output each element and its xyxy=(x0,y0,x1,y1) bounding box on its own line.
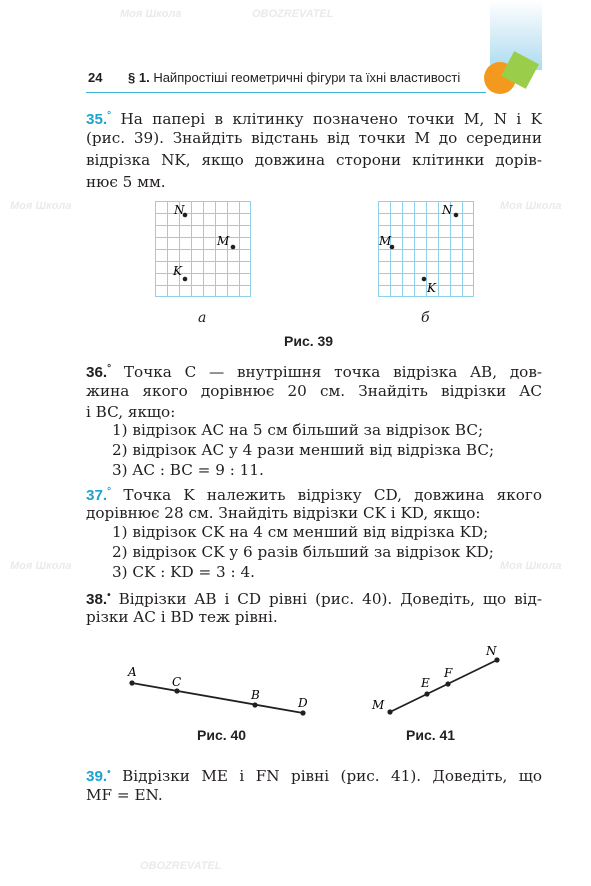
p35-line-3: відрізка NK, якщо довжина сторони клітинки дорів- xyxy=(86,151,542,169)
fig40-caption: Рис. 40 xyxy=(197,727,247,743)
point-e xyxy=(424,691,429,696)
svg-text:N: N xyxy=(174,203,185,217)
p35-line-1: 35.° На папері в клітинку позначено точки M, N і K xyxy=(86,110,542,128)
svg-text:B: B xyxy=(251,688,260,702)
p38-line-1: 38.• Відрізки AB і CD рівні (рис. 40). Доведіть, що від- xyxy=(86,590,543,608)
fig41-caption: Рис. 41 xyxy=(406,727,456,743)
header-shapes-icon xyxy=(478,48,548,98)
watermark: OBOZREVATEL xyxy=(252,8,334,20)
point-k xyxy=(422,277,427,282)
svg-text:C: C xyxy=(172,675,182,689)
point-n xyxy=(454,213,459,218)
p37-item-3: 3) CK : KD = 3 : 4. xyxy=(112,563,255,581)
svg-text:N: N xyxy=(442,203,453,217)
svg-text:K: K xyxy=(427,281,436,295)
svg-text:M: M xyxy=(372,698,385,712)
p36-item-3: 3) AC : BC = 9 : 11. xyxy=(112,461,264,479)
p37-item-2: 2) відрізок CK у 6 разів більший за відрізок KD; xyxy=(112,543,494,561)
p36-item-1: 1) відрізок AC на 5 см більший за відрізок BC; xyxy=(112,421,484,439)
svg-text:K: K xyxy=(173,264,182,278)
watermark: Моя Школа xyxy=(500,560,562,572)
p36-item-2: 2) відрізок AC у 4 рази менший від відрізка BC; xyxy=(112,441,495,459)
p38-line-2: різки AC і BD теж рівні. xyxy=(86,608,278,626)
chapter-title: § 1. Найпростіші геометричні фігури та їхні властивості xyxy=(128,70,461,85)
header-rule xyxy=(86,92,486,93)
p36-line-3: і BC, якщо: xyxy=(86,403,176,421)
p37-line-1: 37.° Точка K належить відрізку CD, довжина якого xyxy=(86,486,542,504)
p37-line-2: дорівнює 28 см. Знайдіть відрізки CK і KD, якщо: xyxy=(86,504,481,522)
p36-line-2: жина якого дорівнює 20 см. Знайдіть відрізки AC xyxy=(86,382,542,400)
svg-text:M: M xyxy=(217,234,230,248)
point-m xyxy=(231,245,236,250)
point-m xyxy=(387,709,392,714)
svg-text:F: F xyxy=(444,666,453,680)
svg-text:D: D xyxy=(298,696,308,710)
fig41-diagram xyxy=(366,642,510,718)
p35-line-4: нює 5 мм. xyxy=(86,173,166,191)
watermark: Моя Школа xyxy=(10,200,72,212)
watermark: Моя Школа xyxy=(120,8,182,20)
svg-text:A: A xyxy=(128,665,137,679)
watermark: Моя Школа xyxy=(10,560,72,572)
point-d xyxy=(300,710,305,715)
svg-text:N: N xyxy=(486,644,497,658)
point-b xyxy=(252,702,257,707)
p35-line-2: (рис. 39). Знайдіть відстань від точки M до середини xyxy=(86,129,542,147)
fig39-grid-b xyxy=(378,201,474,297)
page-number: 24 xyxy=(88,70,103,85)
watermark: OBOZREVATEL xyxy=(140,860,222,872)
fig39-label-b: б xyxy=(421,310,430,326)
watermark: Моя Школа xyxy=(500,200,562,212)
p39-line-1: 39.• Відрізки ME і FN рівні (рис. 41). Доведіть, що xyxy=(86,767,542,785)
point-n xyxy=(494,657,499,662)
fig39-grid-a xyxy=(155,201,251,297)
fig40-diagram xyxy=(118,660,318,724)
point-c xyxy=(174,688,179,693)
p36-line-1: 36.° Точка C — внутрішня точка відрізка AB, дов- xyxy=(86,363,543,381)
svg-text:M: M xyxy=(379,234,392,248)
point-f xyxy=(445,681,450,686)
point-k xyxy=(183,277,188,282)
p39-line-2: MF = EN. xyxy=(86,786,163,804)
p37-item-1: 1) відрізок CK на 4 см менший від відрізка KD; xyxy=(112,523,489,541)
fig39-caption: Рис. 39 xyxy=(284,333,334,349)
fig39-label-a: а xyxy=(198,310,207,326)
svg-text:E: E xyxy=(421,676,430,690)
point-a xyxy=(129,680,134,685)
